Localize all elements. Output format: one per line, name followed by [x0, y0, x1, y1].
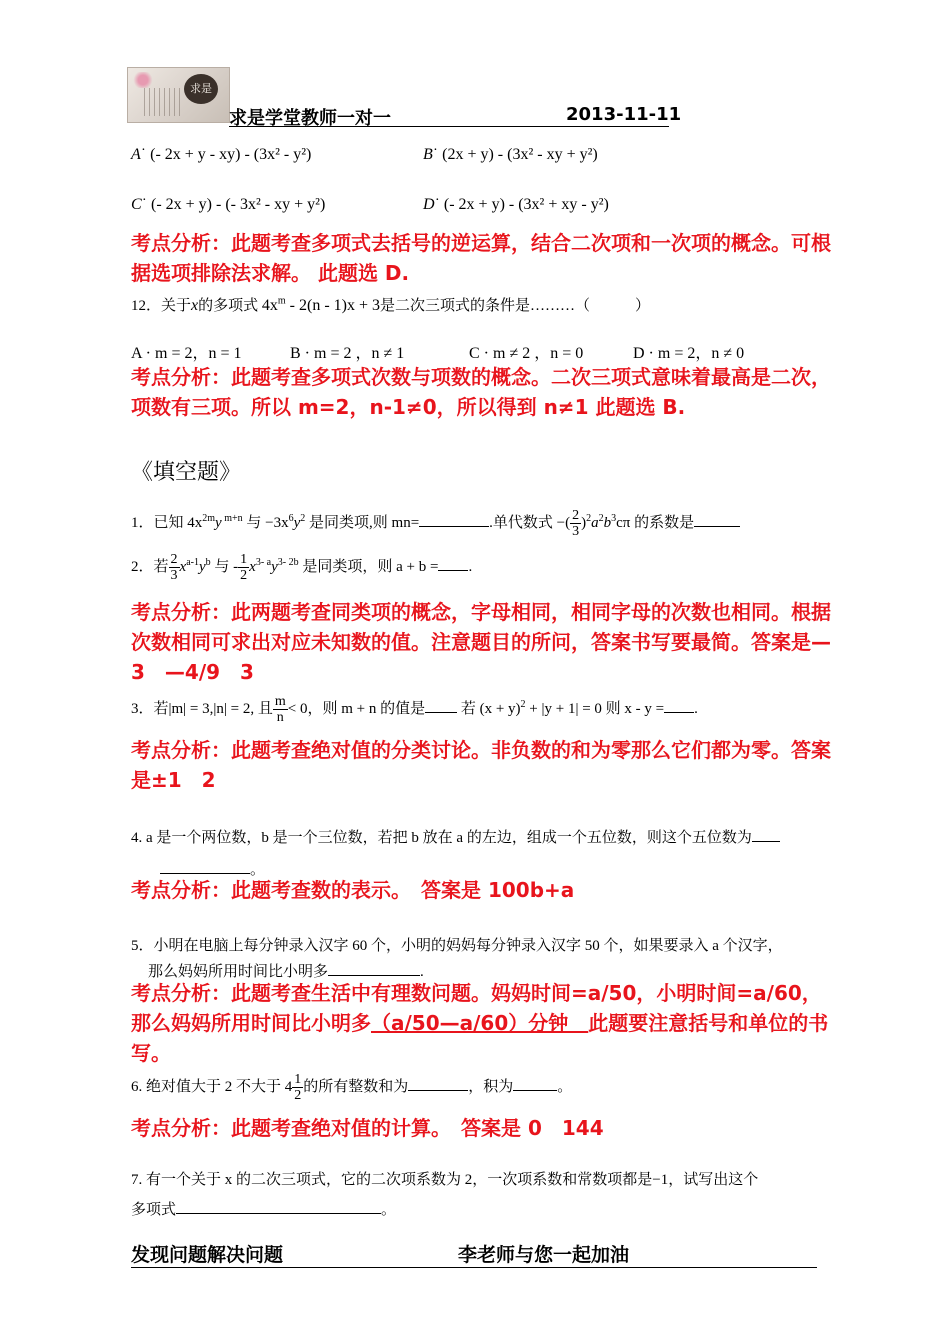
q1-fraction: $\frac{2}{3}$	[572, 508, 580, 539]
q1-blank-mn[interactable]	[419, 512, 489, 527]
footer-right: 李老师与您一起加油	[458, 1244, 630, 1266]
q12-option-d: D · m = 2，n ≠ 0	[633, 345, 745, 362]
analysis-q3: 考点分析：此题考查绝对值的分类讨论。非负数的和为零那么它们都为零。答案是±1 2	[131, 738, 831, 792]
q4-blank[interactable]	[752, 827, 780, 842]
question-7: 7. 有一个关于 x 的二次三项式，它的二次项系数为 2，一次项系数和常数项都是−1，试写出这个	[131, 1172, 759, 1188]
analysis-q1-q2: 考点分析：此两题考查同类项的概念，字母相同，相同字母的次数也相同。根据次数相同可求出对应未知数的值。注意题目的所问，答案书写要最简。答案是—3 —4/9 3	[131, 600, 831, 684]
question-2: 2．若 $\frac{2}{3}$ $x^{a-1}y^b$ 与 - $\frac{1}{2}$ $x^{3- a}y^{3- 2b}$ 是同类项，则 a + b = .	[131, 552, 473, 583]
question-6: 6. 绝对值大于 2 不大于 4 $\frac{1}{2}$ 的所有整数和为 ，积为 。	[131, 1072, 573, 1103]
plum-blossom-decoration	[132, 72, 154, 88]
q11-option-d: D˙ (- 2x + y) - (3x² + xy - y²)	[423, 196, 609, 213]
header-title: 求是学堂教师一对一	[229, 108, 391, 129]
analysis-q6: 考点分析：此题考查绝对值的计算。 答案是 0 144	[131, 1116, 604, 1140]
header-rule	[229, 126, 669, 127]
q3-blank-diff[interactable]	[664, 698, 694, 713]
q11-option-b: B˙ (2x + y) - (3x² - xy + y²)	[423, 146, 598, 163]
question-1: 1．已知 $4x^{2m}y$ $^{m+n}$ 与 $-3x^6y^2$ 是同类项,则 mn= .单代数式 −( $\frac{2}{3}$ )$^2a^2b^3c\pi$ 的系数是	[131, 508, 740, 539]
analysis-q4: 考点分析：此题考查数的表示。 答案是 100b+a	[131, 878, 575, 902]
question-7-line2: 多项式 。	[131, 1198, 396, 1219]
q2-blank[interactable]	[438, 556, 468, 571]
analysis-q12: 考点分析：此题考查多项式次数与项数的概念。二次三项式意味着最高是二次，项数有三项。所以 m=2，n-1≠0，所以得到 n≠1 此题选 B.	[131, 365, 831, 419]
question-4: 4. a 是一个两位数，b 是一个三位数，若把 b 放在 a 的左边，组成一个五位数，则这个五位数为	[131, 826, 780, 847]
header-date: 2013-11-11	[566, 104, 682, 125]
q1-blank-coefficient[interactable]	[694, 512, 740, 527]
calligraphy-lines-decoration	[144, 88, 180, 116]
q6-blank-product[interactable]	[513, 1076, 557, 1091]
q12-option-b: B · m = 2 ，n ≠ 1	[290, 345, 405, 362]
question-5-line2: 那么妈妈所用时间比小明多 .	[148, 960, 424, 981]
q11-option-c: C˙ (- 2x + y) - (- 3x² - xy + y²)	[131, 196, 326, 213]
q12-option-c: C · m ≠ 2 ，n = 0	[469, 345, 584, 362]
analysis-q5: 考点分析：此题考查生活中有理数问题。妈妈时间=a/50，小明时间=a/60，那么妈妈所用时间比小明多（a/50—a/60）分钟 此题要注意括号和单位的书写。	[131, 981, 829, 1065]
question-12: 12．关于x的多项式 $4x^m - 2(n - 1)x + 3$是二次三项式的条件是………（ ）	[131, 295, 651, 314]
question-4-line2: 。	[160, 858, 265, 879]
q12-option-a: A · m = 2，n = 1	[131, 345, 242, 362]
q11-option-a: A˙ (- 2x + y - xy) - (3x² - y²)	[131, 146, 312, 163]
analysis-q11: 考点分析：此题考查多项式去括号的逆运算，结合二次项和一次项的概念。可根据选项排除法求解。 此题选 D.	[131, 231, 831, 285]
question-3: 3．若|m| = 3,|n| = 2, 且 $\frac{m}{n}$ < 0，则 m + n 的值是 若 $(x + y)^2 + |y + 1| = 0$ 则 x - y = .	[131, 694, 698, 725]
footer-rule	[131, 1267, 817, 1268]
logo-seal: 求是	[184, 74, 218, 104]
q3-blank-sum[interactable]	[425, 698, 457, 713]
q7-blank[interactable]	[176, 1199, 381, 1214]
footer-left: 发现问题解决问题	[131, 1244, 284, 1266]
q5-blank[interactable]	[328, 961, 420, 976]
section-title-fill-in: 《填空题》	[131, 460, 242, 485]
q4-blank-cont[interactable]	[160, 859, 250, 874]
header-logo	[127, 67, 230, 123]
q6-blank-sum[interactable]	[408, 1076, 468, 1091]
question-5: 5．小明在电脑上每分钟录入汉字 60 个，小明的妈妈每分钟录入汉字 50 个，如果要录入 a 个汉字，	[131, 938, 783, 954]
